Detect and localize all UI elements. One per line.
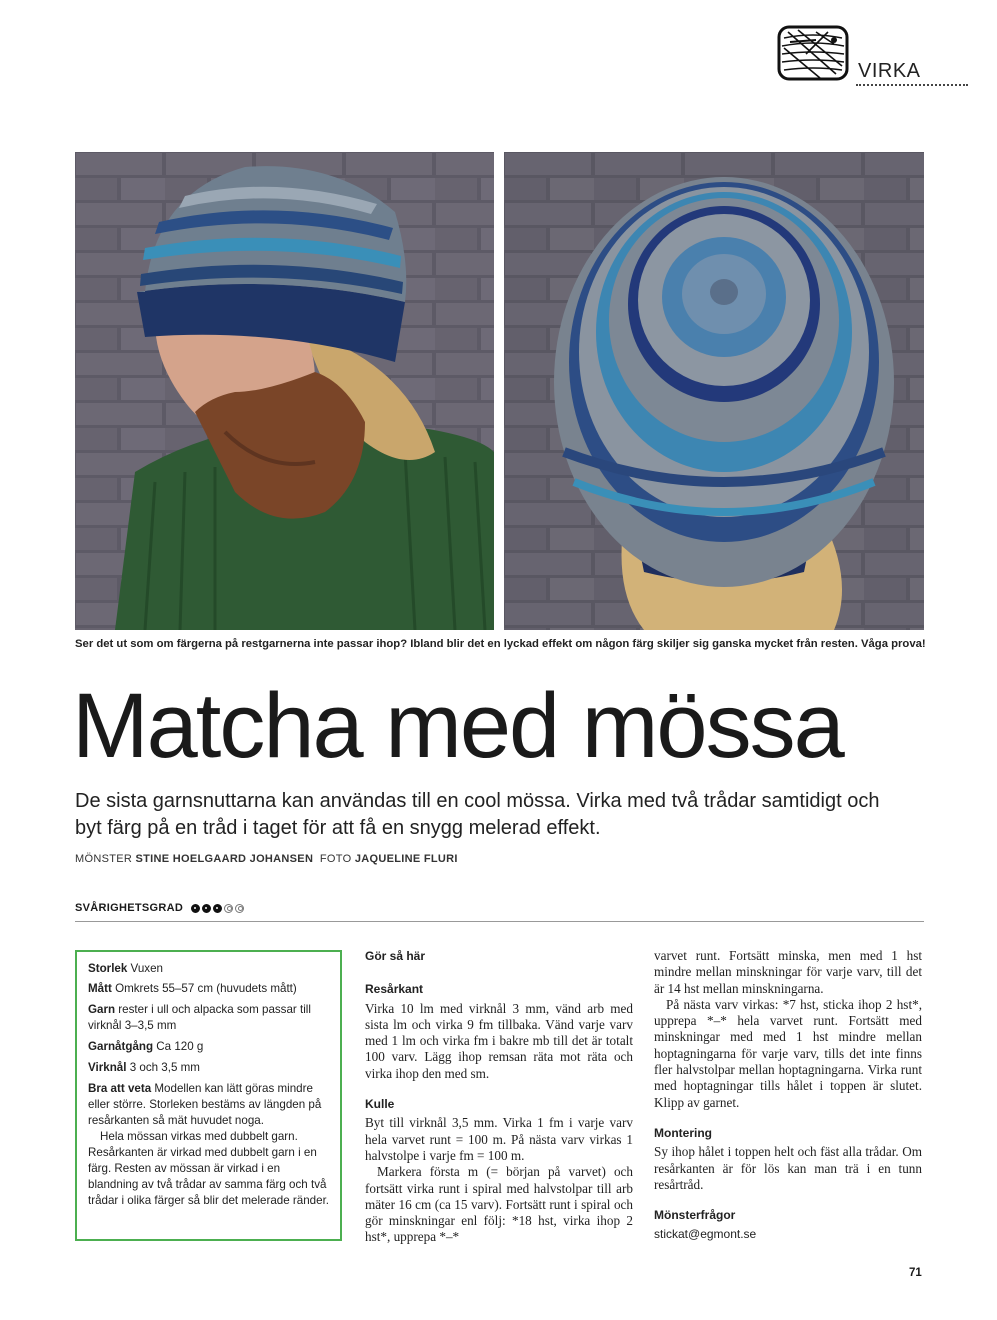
note-label: Bra att veta <box>88 1082 152 1095</box>
size-value: Vuxen <box>130 962 163 975</box>
pattern-label: MÖNSTER <box>75 853 133 865</box>
difficulty-dots <box>191 904 244 913</box>
section-divider <box>856 84 968 86</box>
ribbing-text: Virka 10 lm med virknål 3 mm, vänd arb med sista lm och virka 9 fm tillbaka. Vänd varje varv med 1 lm och virka fm i bakre mb till det är totalt 100 varv. Lägg ihop remsan räta mot räta och virka ihop den med sm. <box>365 1000 633 1081</box>
instructions-heading: Gör så här <box>365 949 426 963</box>
crown-text-3: varvet runt. Fortsätt minska, men med 1 hst mindre mellan minskningar för varje varv, till det är 14 hst mellan minskningarna. <box>654 948 922 996</box>
hook-label: Virknål <box>88 1061 127 1074</box>
instructions-column-1 <box>365 948 633 1246</box>
assembly-heading: Montering <box>654 1125 712 1140</box>
yarn-value: rester i ull och alpacka som passar till virknål 3–3,5 mm <box>88 1003 311 1032</box>
difficulty-label: SVÅRIGHETSGRAD <box>75 902 184 914</box>
hook-value: 3 och 3,5 mm <box>129 1061 200 1074</box>
difficulty-dot-filled <box>191 904 200 913</box>
difficulty-rating <box>75 902 244 914</box>
consumption-label: Garnåtgång <box>88 1040 154 1053</box>
instructions-column-2 <box>654 948 922 1243</box>
difficulty-dot-empty <box>224 904 233 913</box>
crown-text-2: Markera första m (= början på varvet) och fortsätt virka runt i spiral med halvstolpar till arb mäter 16 cm (ca 15 varv). Fortsätt runt i spiral och gör minskningar enl följ: *18 hst, virka ihop 2 hst*, upprepa *–* <box>365 1164 633 1245</box>
assembly-text: Sy ihop hålet i toppen helt och fäst alla trådar. Om resårkanten är för lös kan man trä i en tunn resårtråd. <box>654 1144 922 1192</box>
difficulty-dot-filled <box>213 904 222 913</box>
consumption-value: Ca 120 g <box>156 1040 204 1053</box>
questions-email[interactable]: stickat@egmont.se <box>654 1227 757 1242</box>
credits-line <box>75 853 458 865</box>
article-ingress: De sista garnsnuttarna kan användas till en cool mössa. Virka med två trådar samtidigt och byt färg på en tråd i taget för att få en snygg melerad effekt. <box>75 790 880 839</box>
divider-line <box>75 921 924 922</box>
photo-author: JAQUELINE FLURI <box>354 853 458 865</box>
photo-beanie-back <box>504 152 924 630</box>
article-headline: Matcha med mössa <box>72 675 843 777</box>
yarn-label: Garn <box>88 1003 116 1016</box>
yarn-ball-icon <box>776 24 850 82</box>
difficulty-dot-filled <box>202 904 211 913</box>
difficulty-dot-empty <box>235 904 244 913</box>
photo-man-beanie-side <box>75 152 494 630</box>
size-label: Storlek <box>88 962 128 975</box>
note-value: Modellen kan lätt göras mindre eller större. Storleken bestäms av längden på resårkanten så mät huvudet noga. <box>88 1082 322 1127</box>
section-label: VIRKA <box>858 60 921 82</box>
ribbing-heading: Resårkant <box>365 982 424 997</box>
crown-heading: Kulle <box>365 1097 395 1112</box>
measure-label: Mått <box>88 982 112 995</box>
photo-label: FOTO <box>319 853 352 865</box>
pattern-author: STINE HOELGAARD JOHANSEN <box>135 853 314 865</box>
crown-text-1: Byt till virknål 3,5 mm. Virka 1 fm i varje varv hela varvet runt = 100 m. På nästa varv virkas 1 halvstolpe i varje fm = 100 m. <box>365 1115 633 1163</box>
page-number: 71 <box>909 1267 922 1279</box>
questions-heading: Mönsterfrågor <box>654 1208 736 1223</box>
note-value-2: Hela mössan virkas med dubbelt garn. Resårkanten är virkad med dubbelt garn i en färg. Resten av mössan är virkad i en blandning av två trådar av samma färg och två trådar i olika färger så blir det melerade ränder. <box>88 1130 330 1207</box>
photo-caption: Ser det ut som om färgerna på restgarnerna inte passar ihop? Ibland blir det en lyckad effekt om någon färg skiljer sig ganska mycket från resten. Våga prova! <box>75 638 926 650</box>
crown-text-4: På nästa varv virkas: *7 hst, sticka ihop 2 hst*, upprepa *–* hela varvet runt. Fortsätt med minskningar med med 1 hst mindre mellan hoptagningarna för varje varv, tills det inte finns fler halvstolpar mellan hoptagningarna. Virka runt med hoptagningar tills hålet i toppen är slutet. Klipp av garnet. <box>654 996 922 1110</box>
facts-box <box>75 950 342 1241</box>
measure-value: Omkrets 55–57 cm (huvudets mått) <box>115 982 297 995</box>
